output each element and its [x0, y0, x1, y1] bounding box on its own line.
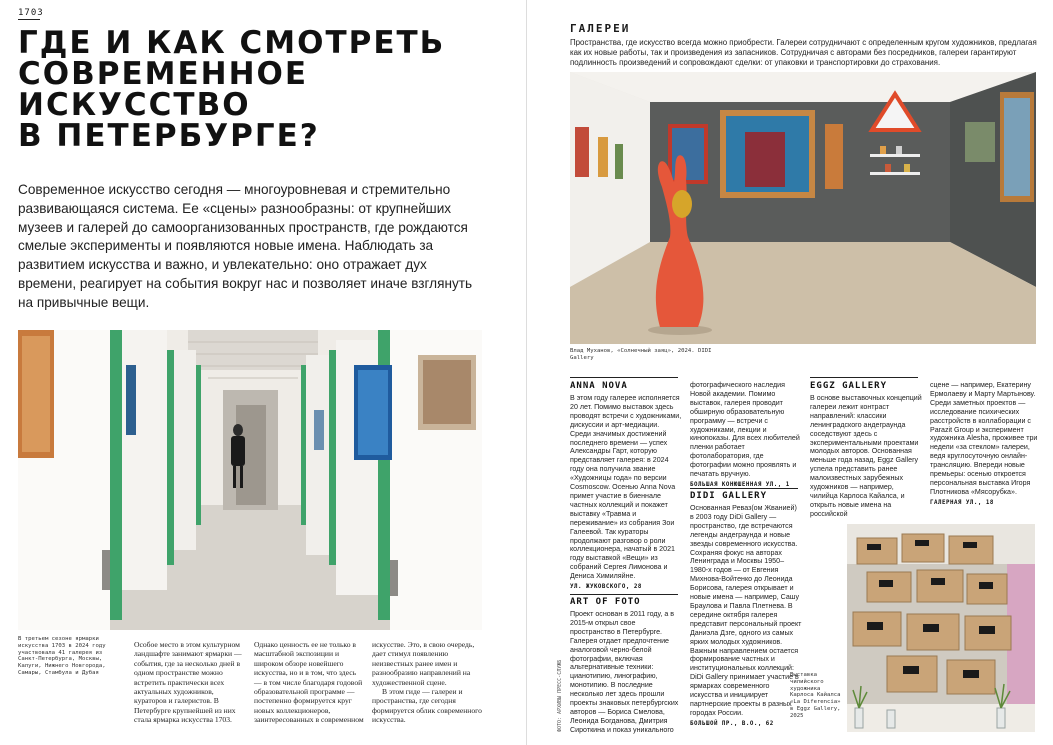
- body-column-3: [372, 640, 482, 725]
- gallery-text: В этом году галерее исполняется 20 лет. Помимо выставок здесь проводят встречи с художниками, дискуссии и арт-медиации. Среди значимых достижений последнего времени — успех Александры Гарт, которую представляет галерея: в 2024 году она получила звание «Художницы года» по версии Cosmoscow. Осенью Anna Nova примет участие в биеннале частных коллекций и покажет выставку «Травма и переживание» из собрания Зои Галеевой. Так кураторы продолжают разговор о роли коллекционера, начатый в 2021 году выставкой «Вещи» из собраний Сергея Лимонова и Дениса Химиляйне.: [570, 394, 682, 581]
- body-column-3-para-1: искусстве. Это, в свою очередь, дает стимул появлению неизвестных ранее имен и разнообразию направлений на художественной сцене.: [372, 640, 475, 687]
- body-column-1: Особое место в этом культурном ландшафте занимают ярмарки — события, где за несколько дней в одном пространстве можно встретить практически всех актуальных художников, кураторов и галеристов. В Петербурге крупнейшей из них стала ярмарка искусства 1703.: [134, 640, 242, 725]
- art-fair-photo: [18, 330, 482, 630]
- gallery-name: ANNA NOVA: [570, 381, 628, 391]
- gallery-sculpture-photo: [570, 72, 1036, 344]
- gallery-address: ГАЛЕРНАЯ УЛ., 18: [930, 499, 994, 506]
- gallery-eggz: [810, 381, 922, 519]
- section-title: ГАЛЕРЕИ: [570, 22, 631, 35]
- section-description: Пространства, где искусство всегда можно приобрести. Галереи сотрудничают с определенным кругом художников, предлагая как их новые работы, так и произведения из запасников. Сотрудничая с авторами без посредников, галереи гарантируют подлинность произведений и сопровождают сделки: от упаковки и транспортировки до страхования.: [570, 38, 1037, 67]
- gallery-address: УЛ. ЖУКОВСКОГО, 28: [570, 584, 642, 591]
- column-2-rule: [690, 488, 798, 489]
- gallery-text: Основанная Реваз(ом Жванией) в 2003 году DiDi Gallery — пространство, где встречаются легенды андеграунда и новые звезды современного искусства. Сохраняя фокус на авторах Ленинграда и Москвы 1950–1980-х годов — от Евгения Михнова-Войтенко до Леонида Борисова, галерея открывает и новые имена — например, Сашу Браулова и Павла Плетнева. В середине октября галерея представит персональный проект Даниэла Дзге, одного из самых ярких молодых художников. Важным направлением остается формирование частных и институциональных коллекций: DiDi Gallery принимает участие в ярмарках современного искусства и инициирует партнерские проекты в разных городах России.: [690, 504, 802, 717]
- headline-line-1: ГДЕ И КАК СМОТРЕТЬ: [18, 25, 446, 61]
- body-column-3-para-2: В этом гиде — галереи и пространства, где сегодня формируется облик современного искусства.: [372, 687, 482, 725]
- left-page: [0, 0, 526, 745]
- gallery-name: ART OF FOTO: [570, 597, 641, 607]
- gallery-anna-nova: [570, 381, 682, 590]
- gallery-address: БОЛЬШАЯ КОНЮШЕННАЯ УЛ., 1: [690, 481, 790, 488]
- gallery-text: фотографического наследия Новой академии. Помимо выставок, галерея проводит обширную образовательную программу — встречи с художниками, лекции и кинопоказы. Для всех любителей пленки работает фотолаборатория, где фотографии можно проявлять и печатать вручную.: [690, 381, 800, 479]
- headline-line-2: СОВРЕМЕННОЕ: [18, 56, 309, 92]
- headline: [18, 25, 508, 154]
- gallery-name: EGGZ GALLERY: [810, 381, 888, 391]
- headline-line-3: ИСКУССТВО: [18, 87, 251, 123]
- headline-line-4: В ПЕТЕРБУРГЕ?: [18, 118, 320, 154]
- gallery-text: В основе выставочных концепций галереи лежит контраст направлений: классики ленинградского андеграунда соседствуют здесь с экспериментальными проектами молодых авторов. Основанная меньше года назад, Eggz Gallery успела представить ранее малоизвестных зарубежных художников — например, чилийца Карлоса Кайалса, и открыть новые имена на российской: [810, 394, 922, 518]
- gallery-didi: [690, 491, 802, 727]
- column-1-rule: [570, 377, 678, 378]
- photo-credit: ФОТО: АРХИВЫ ПРЕСС-СЛУЖБ: [557, 659, 563, 732]
- lead-paragraph: Современное искусство сегодня — многоуровневая и стремительно развивающаяся система. Ее «сцены» разнообразны: от крупнейших музеев и галерей до самоорганизованных пространств, где рождаются смелые эксперименты и появляются новые имена. Наблюдать за развитием искусства и важно, и увлекательно: оно отражает дух времени, реагирует на события вокруг нас и позволяет иначе взглянуть на привычные вещи.: [18, 182, 473, 310]
- page-number: 1703: [18, 8, 44, 18]
- gallery-address: БОЛЬШОЙ ПР., В.О., 62: [690, 720, 774, 727]
- gallery-art-of-foto-continued: [690, 381, 802, 488]
- column-1b-rule: [570, 594, 678, 595]
- body-column-2: Однако ценность ее не только в масштабной экспозиции и широком обзоре новейшего искусства, но и в том, что здесь — в том числе благодаря годовой образовательной программе — постепенно формируется круг новых коллекционеров, заинтересованных в современном: [254, 640, 364, 725]
- sculpture-caption: Влад Муханов, «Солнечный заяц», 2024. DIDI Gallery: [570, 348, 712, 361]
- photo-caption: В третьем сезоне ярмарки искусства 1703 в 2024 году участвовала 41 галерея из Санкт-Петербурга, Москвы, Калуги, Нижнего Новгорода, Самары, Стамбула и Дубая: [18, 636, 106, 676]
- gallery-name: DIDI GALLERY: [690, 491, 768, 501]
- boxes-caption: Выставка чилийского художника Карлоса Кайалса «La Diferencia» в Eggz Gallery, 2025: [790, 672, 841, 719]
- right-page: [527, 0, 1053, 745]
- gallery-text: Проект основан в 2011 году, а в 2015-м открыл свое пространство в Петербурге. Галерея отдает предпочтение аналоговой черно-белой фотографии, включая альтернативные техники: цианотипию, линографию, монотипию. В последние несколько лет здесь прошли проекты знаковых петербургских авторов — Бориса Смелова, Леонида Богданова, Дмитрия Сироткина и показ уникального: [570, 610, 679, 734]
- gallery-art-of-foto: [570, 597, 682, 735]
- gallery-eggz-continued: [930, 381, 1038, 506]
- page-number-rule: [18, 19, 40, 20]
- gallery-text: сцене — например, Екатерину Ермолаеву и Марту Мартынову. Среди заметных проектов — исследование психических расстройств в коллаборации с Parazit Group и эксперимент художника Alesha, проживее три недели «за стеклом» галереи, ведя круглосуточную онлайн-трансляцию. Впереди новые премьеры: осенью откроется персональная выставка Игоря Плотникова «Мясорубка».: [930, 381, 1038, 496]
- column-3-rule: [810, 377, 918, 378]
- boxes-exhibition-photo: [847, 524, 1035, 732]
